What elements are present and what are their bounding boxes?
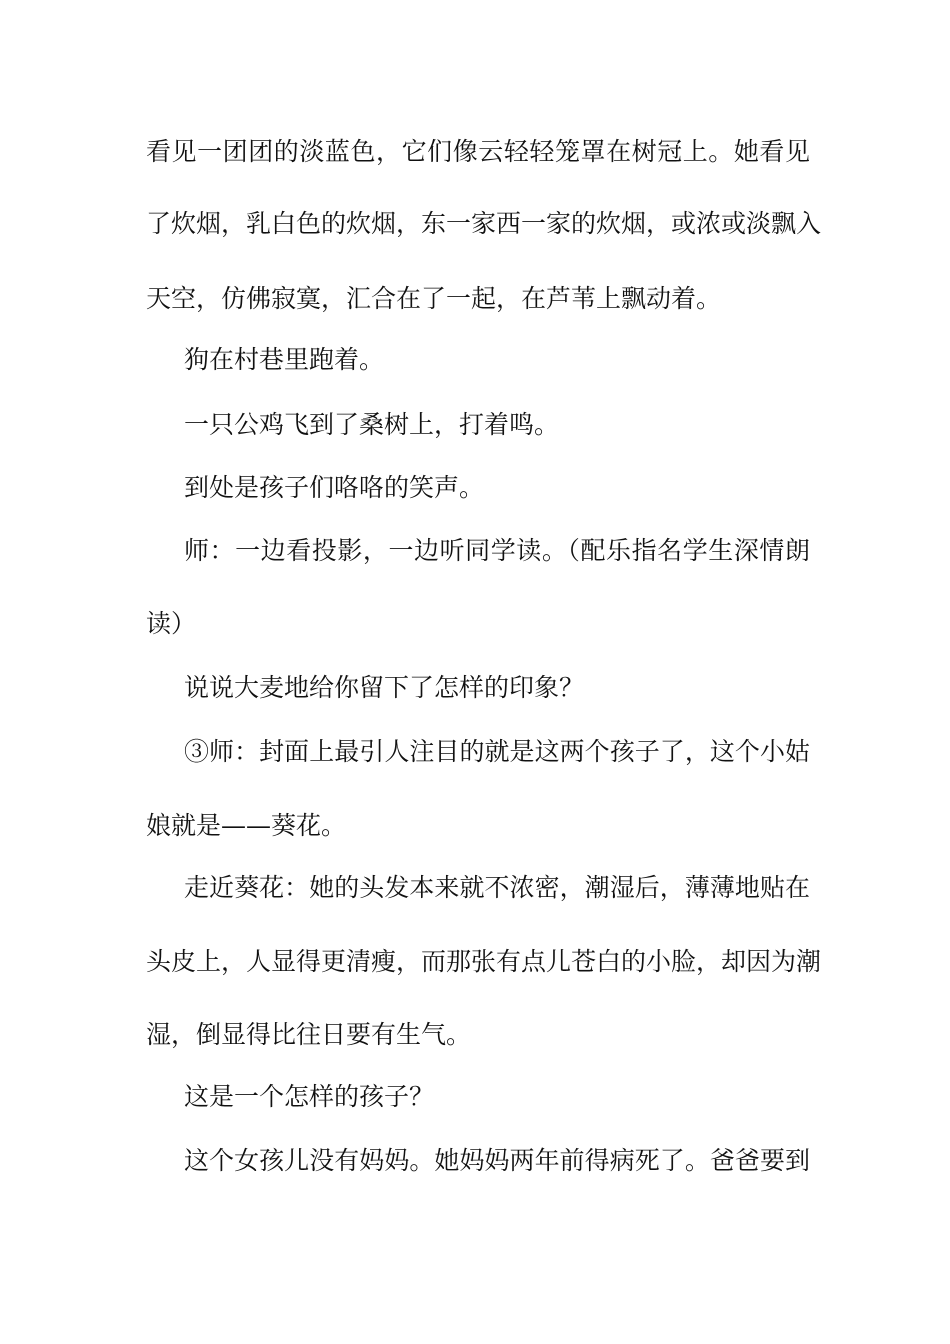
- text-line: 娘就是——葵花。: [146, 811, 347, 840]
- text-line: 头皮上，人显得更清瘦，而那张有点儿苍白的小脸，却因为潮: [146, 947, 822, 976]
- text-line: 看见一团团的淡蓝色，它们像云轻轻笼罩在树冠上。她看见: [146, 137, 810, 166]
- text-line: 师：一边看投影，一边听同学读。（配乐指名学生深情朗: [184, 536, 810, 565]
- text-line: 一只公鸡飞到了桑树上，打着鸣。: [184, 410, 560, 439]
- text-line: 到处是孩子们咯咯的笑声。: [184, 473, 485, 502]
- text-line: ③师：封面上最引人注目的就是这两个孩子了，这个小姑: [184, 737, 810, 766]
- text-line: 这是一个怎样的孩子？: [184, 1082, 435, 1111]
- text-line: 天空，仿佛寂寞，汇合在了一起，在芦苇上飘动着。: [146, 284, 722, 313]
- text-line: 这个女孩儿没有妈妈。她妈妈两年前得病死了。爸爸要到: [184, 1146, 810, 1175]
- text-line: 狗在村巷里跑着。: [184, 345, 385, 374]
- text-line: 走近葵花：她的头发本来就不浓密，潮湿后，薄薄地贴在: [184, 873, 810, 902]
- text-line: 湿，倒显得比往日要有生气。: [146, 1020, 472, 1049]
- text-line: 说说大麦地给你留下了怎样的印象？: [184, 673, 585, 702]
- text-line: 了炊烟，乳白色的炊烟，东一家西一家的炊烟，或浓或淡飘入: [146, 209, 822, 238]
- text-line: 读）: [146, 609, 197, 638]
